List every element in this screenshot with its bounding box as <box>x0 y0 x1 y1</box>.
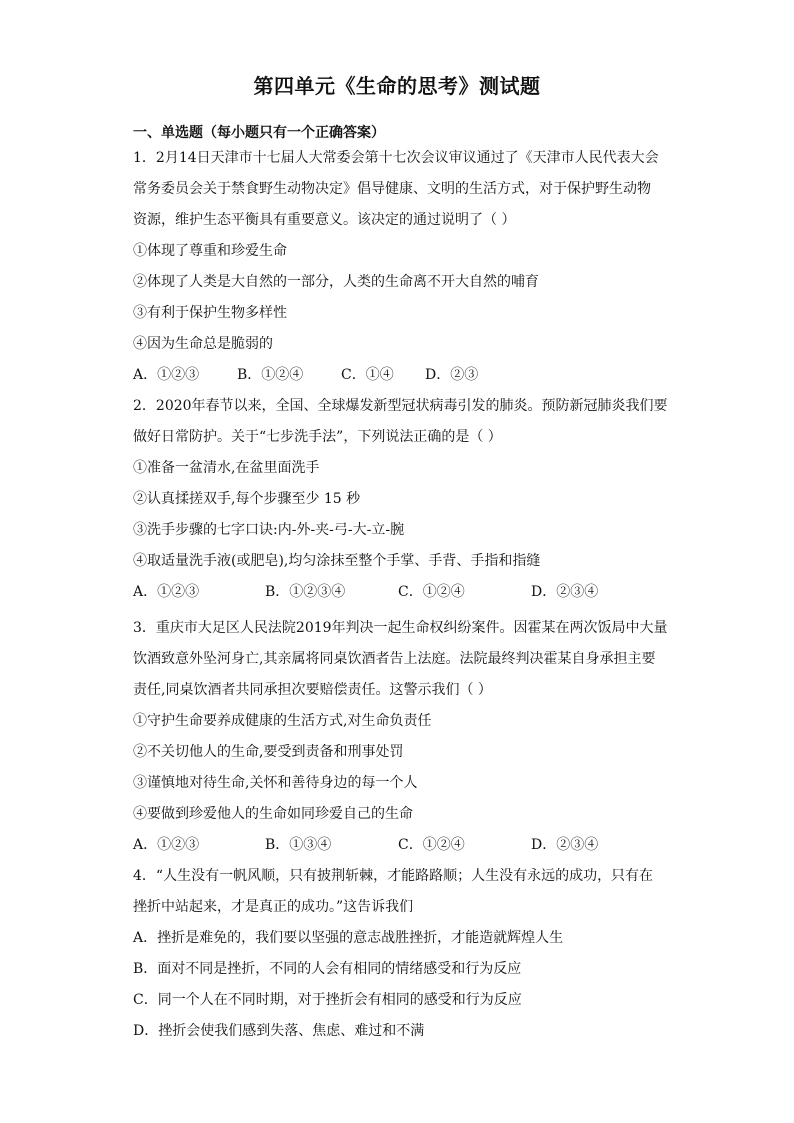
question-2-options <box>133 577 663 608</box>
question-1 <box>133 143 663 391</box>
question-1-line: 1．2月14日天津市十七届人大常委会第十七次会议审议通过了《天津市人民代表大会 <box>133 150 659 166</box>
question-1-item: ①体现了尊重和珍爱生命 <box>133 243 287 259</box>
option-a: A．①②③ <box>133 584 200 600</box>
question-2-item: ④取适量洗手液(或肥皂),均匀涂抹至整个手掌、手背、手指和指缝 <box>133 553 541 569</box>
option-b: B．①②④ <box>237 367 304 383</box>
question-3-item: ④要做到珍爱他人的生命如同珍爱自己的生命 <box>133 806 413 822</box>
option-b: B．①③④ <box>265 837 332 853</box>
option-d: D．挫折会使我们感到失落、焦虑、难过和不满 <box>133 1023 425 1039</box>
question-3-item: ②不关切他人的生命,要受到责备和刑事处罚 <box>133 744 404 760</box>
question-3 <box>133 613 668 861</box>
question-3-line: 责任,同桌饮酒者共同承担次要赔偿责任。这警示我们（ ） <box>133 682 492 698</box>
question-2-line: 做好日常防护。关于“七步洗手法”，下列说法正确的是（ ） <box>133 429 502 445</box>
question-1-item: ④因为生命总是脆弱的 <box>133 336 273 352</box>
question-3-item: ③谨慎地对待生命,关怀和善待身边的每一个人 <box>133 775 418 791</box>
question-4-line: 挫折中站起来，才是真正的成功。”这告诉我们 <box>133 899 414 915</box>
option-b: B．①②③④ <box>265 584 346 600</box>
question-1-item: ③有利于保护生物多样性 <box>133 305 287 321</box>
question-3-line: 饮酒致意外坠河身亡,其亲属将同桌饮酒者告上法庭。法院最终判决霍某自身承担主要 <box>133 651 656 667</box>
option-c: C．同一个人在不同时期，对于挫折会有相同的感受和行为反应 <box>133 992 522 1008</box>
option-d: D．②③④ <box>531 584 599 600</box>
question-1-item: ②体现了人类是大自然的一部分，人类的生命离不开大自然的哺育 <box>133 274 539 290</box>
option-c: C．①②④ <box>398 837 465 853</box>
question-2-line: 2．2020年春节以来，全国、全球爆发新型冠状病毒引发的肺炎。预防新冠肺炎我们要 <box>133 398 668 414</box>
question-3-options <box>133 830 663 861</box>
option-c: C．①④ <box>341 367 394 383</box>
option-c: C．①②④ <box>398 584 465 600</box>
option-d: D．②③ <box>425 367 479 383</box>
question-2 <box>133 391 668 608</box>
question-1-line: 资源，维护生态平衡具有重要意义。该决定的通过说明了（ ） <box>133 212 516 228</box>
section-heading: 一、单选题（每小题只有一个正确答案） <box>133 125 385 141</box>
question-1-options <box>133 360 663 391</box>
option-a: A．①②③ <box>133 367 200 383</box>
question-4-line: 4．“人生没有一帆风顺，只有披荆斩棘，才能路路顺；人生没有永远的成功，只有在 <box>133 868 654 884</box>
question-2-item: ③洗手步骤的七字口诀:内-外-夹-弓-大-立-腕 <box>133 522 405 538</box>
question-3-item: ①守护生命要养成健康的生活方式,对生命负责任 <box>133 713 432 729</box>
question-3-line: 3．重庆市大足区人民法院2019年判决一起生命权纠纷案件。因霍某在两次饭局中大量 <box>133 620 668 636</box>
option-b: B．面对不同是挫折，不同的人会有相同的情绪感受和行为反应 <box>133 961 522 977</box>
option-d: D．②③④ <box>531 837 599 853</box>
question-2-item: ①准备一盆清水,在盆里面洗手 <box>133 460 320 476</box>
option-a: A．挫折是难免的，我们要以坚强的意志战胜挫折，才能造就辉煌人生 <box>133 930 564 946</box>
question-1-line: 常务委员会关于禁食野生动物决定》倡导健康、文明的生活方式，对于保护野生动物 <box>133 181 651 197</box>
question-2-item: ②认真揉搓双手,每个步骤至少 15 秒 <box>133 491 361 507</box>
document-title: 第四单元《生命的思考》测试题 <box>253 74 541 98</box>
question-4 <box>133 861 663 1047</box>
option-a: A．①②③ <box>133 837 200 853</box>
